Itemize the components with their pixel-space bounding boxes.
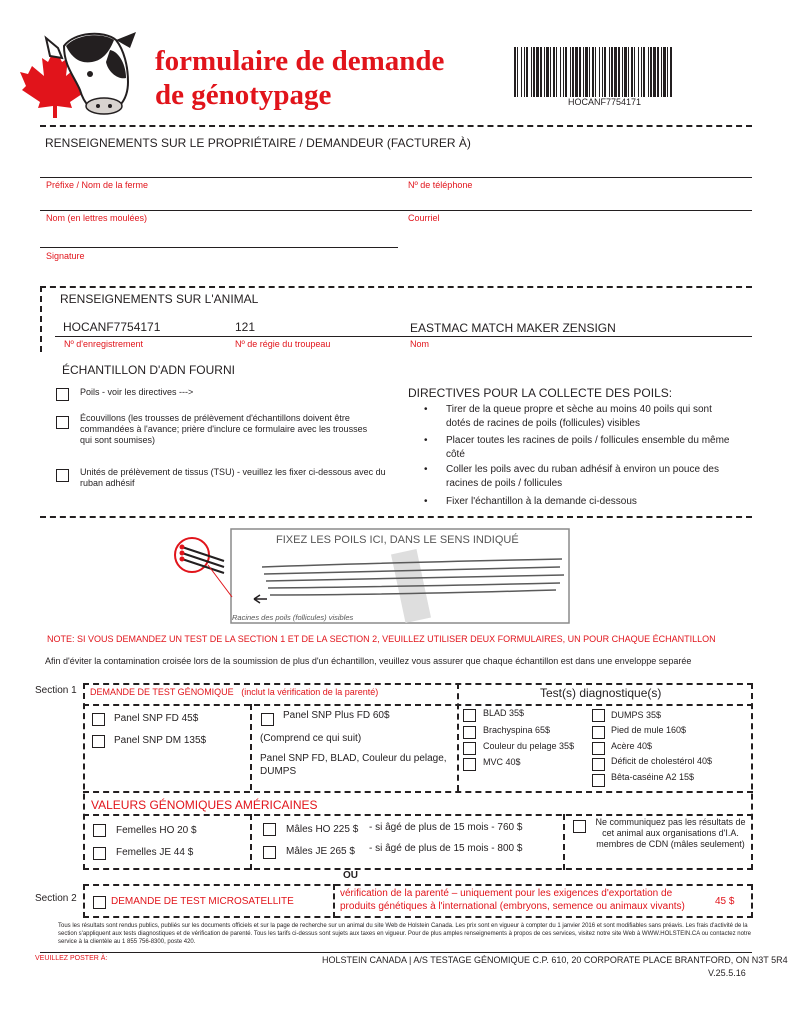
owner-heading: RENSEIGNEMENTS SUR LE PROPRIÉTAIRE / DEMANDEUR (FACTURER À)	[45, 136, 471, 150]
polled-checkbox[interactable]	[592, 742, 605, 755]
no-share-checkbox[interactable]	[573, 820, 586, 833]
genomic-heading: DEMANDE DE TEST GÉNOMIQUE (inclut la vérification de la parenté)	[90, 687, 379, 697]
animal-name-value[interactable]: EASTMAC MATCH MAKER ZENSIGN	[410, 321, 616, 335]
directive-item: • Fixer l'échantillon à la demande ci-dessous	[446, 495, 736, 509]
snp-fd-label: Panel SNP FD 45$	[114, 713, 199, 724]
includes-label: (Comprend ce qui suit)	[260, 733, 362, 744]
snp-fd-checkbox[interactable]	[92, 713, 105, 726]
directive-item: • Tirer de la queue propre et sèche au moins 40 poils qui sont dotés de racines de poils (follicules) visibles	[446, 403, 736, 431]
microsatellite-checkbox[interactable]	[93, 896, 106, 909]
form-title-line1: formulaire de demande	[155, 45, 445, 77]
fem-je-checkbox[interactable]	[93, 847, 106, 860]
animal-line	[55, 336, 752, 337]
swab-option-label: Écouvillons (les trousses de prélèvement d'échantillons doivent être commandées à l'avance; prière d'inclure ce formulaire avec les trousses qui sont soumises)	[80, 413, 368, 445]
prefix-line	[40, 177, 752, 178]
diag-mvc: MVC 40$	[483, 757, 521, 767]
prefix-label: Préfixe / Nom de la ferme	[46, 180, 149, 190]
version-label: V.25.5.16	[708, 968, 746, 978]
diag-dumps: DUMPS 35$	[611, 710, 662, 720]
hair-option-label: Poils - voir les directives --->	[80, 387, 194, 397]
snp-dm-label: Panel SNP DM 135$	[114, 735, 207, 746]
male-ho-checkbox[interactable]	[263, 823, 276, 836]
microsatellite-desc: vérification de la parenté – uniquement pour les exigences d'exportation de produits génétiques à l'international (embryons, semence ou animaux vivants)	[340, 888, 685, 912]
hair-checkbox[interactable]	[56, 388, 69, 401]
fem-ho-checkbox[interactable]	[93, 824, 106, 837]
hair-roots-label: Racines des poils (follicules) visibles	[232, 613, 354, 622]
dumps-checkbox[interactable]	[592, 709, 605, 722]
name-field[interactable]	[40, 193, 400, 210]
microsatellite-label: DEMANDE DE TEST MICROSATELLITE	[111, 896, 294, 907]
tsu-checkbox[interactable]	[56, 469, 69, 482]
fem-je-label: Femelles JE 44 $	[116, 847, 194, 858]
microsatellite-price: 45 $	[715, 896, 735, 907]
directive-item: • Coller les poils avec du ruban adhésif à environ un pouce des racines de poils / follicules	[446, 463, 736, 491]
sample-heading: ÉCHANTILLON D'ADN FOURNI	[62, 363, 235, 377]
signature-field[interactable]	[40, 228, 398, 247]
animal-name-label: Nom	[410, 339, 430, 349]
diag-brachyspina: Brachyspina 65$	[483, 725, 551, 735]
snp-plus-label: Panel SNP Plus FD 60$	[283, 710, 390, 721]
divider	[83, 814, 753, 816]
registration-value[interactable]: HOCANF7754171	[63, 320, 161, 334]
diag-mulefoot: Pied de mule 160$	[611, 725, 687, 735]
phone-label: Nº de téléphone	[408, 180, 473, 190]
form-title-line2: de génotypage	[155, 79, 332, 111]
mailing-address: HOLSTEIN CANADA | A/S TESTAGE GÉNOMIQUE C.P. 610, 20 CORPORATE PLACE BRANTFORD, ON N3T 5R4	[322, 955, 788, 965]
holstein-cow-icon	[44, 26, 144, 116]
includes-list: Panel SNP FD, BLAD, Couleur du pelage, DUMPS	[260, 753, 447, 777]
herd-number-value[interactable]: 121	[235, 320, 256, 334]
section2-label: Section 2	[35, 893, 77, 904]
us-values-heading: VALEURS GÉNOMIQUES AMÉRICAINES	[91, 798, 318, 812]
red-note: NOTE: SI VOUS DEMANDEZ UN TEST DE LA SECTION 1 ET DE LA SECTION 2, VEUILLEZ UTILISER DEUX FORMULAIRES, UN POUR CHAQUE ÉCHANTILLON	[47, 634, 716, 644]
or-separator: OU	[343, 870, 358, 881]
divider	[40, 286, 42, 352]
male-je-label: Mâles JE 265 $	[286, 846, 355, 857]
email-field[interactable]	[405, 193, 752, 210]
male-je-checkbox[interactable]	[263, 846, 276, 859]
signature-line	[40, 247, 398, 248]
divider	[250, 814, 252, 870]
fem-ho-label: Femelles HO 20 $	[116, 825, 197, 836]
tsu-option-label: Unités de prélèvement de tissus (TSU) - veuillez les fixer ci-dessous avec du ruban adhésif	[80, 467, 386, 488]
diag-blad: BLAD 35$	[483, 708, 525, 718]
divider	[333, 884, 335, 918]
fine-print: Tous les résultats sont rendus publics, publiés sur les documents officiels et sur la page de recherche sur un animal du site Web de Holstein Canada. Les prix sont en vigueur à compter du 1 janvier 2016 et sont modifiables sans préavis. Les frais d'activité de la section s'appliquent aux tests diagnostiques et de vérification de parenté. Tous les tarifs ci-dessus sont sujets aux taxes en vigueur. Pour de plus amples renseignements à propos de ces services, visitez notre site Web à WWW.HOLSTEIN.CA ou contactez notre service à la clientèle au 1 855 756-8300, poste 420.	[58, 923, 751, 945]
divider	[83, 791, 753, 793]
footer-line	[40, 952, 752, 953]
blad-checkbox[interactable]	[463, 709, 476, 722]
animal-heading: RENSEIGNEMENTS SUR L'ANIMAL	[60, 292, 259, 306]
section1-label: Section 1	[35, 685, 77, 696]
mulefoot-checkbox[interactable]	[592, 726, 605, 739]
diag-coat-color: Couleur du pelage 35$	[483, 741, 575, 751]
male-ho-label: Mâles HO 225 $	[286, 824, 359, 835]
divider	[40, 516, 752, 518]
email-label: Courriel	[408, 213, 440, 223]
diag-a2: Bêta-caséine A2 15$	[611, 772, 695, 782]
cholesterol-checkbox[interactable]	[592, 758, 605, 771]
coat-color-checkbox[interactable]	[463, 742, 476, 755]
contamination-note: Afin d'éviter la contamination croisée lors de la soumission de plus d'un échantillon, veuillez vous assurer que chaque échantillon est dans une enveloppe separée	[45, 656, 692, 666]
divider	[83, 704, 753, 706]
mvc-checkbox[interactable]	[463, 758, 476, 771]
brachyspina-checkbox[interactable]	[463, 726, 476, 739]
directive-item: • Placer toutes les racines de poils / follicules ensemble du même côté	[446, 434, 736, 462]
prefix-field[interactable]	[40, 160, 400, 177]
diagnostic-heading: Test(s) diagnostique(s)	[540, 686, 662, 700]
divider	[40, 125, 752, 127]
herd-number-label: Nº de régie du troupeau	[235, 339, 331, 349]
directives-heading: DIRECTIVES POUR LA COLLECTE DES POILS:	[408, 386, 673, 400]
name-line	[40, 210, 752, 211]
barcode	[513, 47, 674, 97]
name-label: Nom (en lettres moulées)	[46, 213, 148, 223]
swab-checkbox[interactable]	[56, 416, 69, 429]
signature-label: Signature	[46, 251, 85, 261]
hair-fix-label: FIXEZ LES POILS ICI, DANS LE SENS INDIQUÉ	[276, 534, 519, 546]
mail-to-label: VEUILLEZ POSTER À:	[35, 955, 108, 962]
diag-cholesterol: Déficit de cholestérol 40$	[611, 756, 713, 766]
divider	[40, 286, 752, 288]
registration-label: Nº d'enregistrement	[64, 339, 144, 349]
barcode-number: HOCANF7754171	[568, 97, 642, 107]
male-ho-note: - si âgé de plus de 15 mois - 760 $	[369, 822, 523, 833]
a2-checkbox[interactable]	[592, 774, 605, 787]
divider	[250, 704, 252, 790]
phone-field[interactable]	[405, 160, 752, 177]
divider	[457, 683, 459, 791]
divider	[563, 814, 565, 870]
male-je-note: - si âgé de plus de 15 mois - 800 $	[369, 843, 523, 854]
no-share-label: Ne communiquez pas les résultats de cet animal aux organisations d'I.A. membres de CDN (mâles seulement)	[595, 817, 746, 849]
snp-plus-checkbox[interactable]	[261, 713, 274, 726]
snp-dm-checkbox[interactable]	[92, 735, 105, 748]
diag-polled: Acère 40$	[611, 741, 653, 751]
